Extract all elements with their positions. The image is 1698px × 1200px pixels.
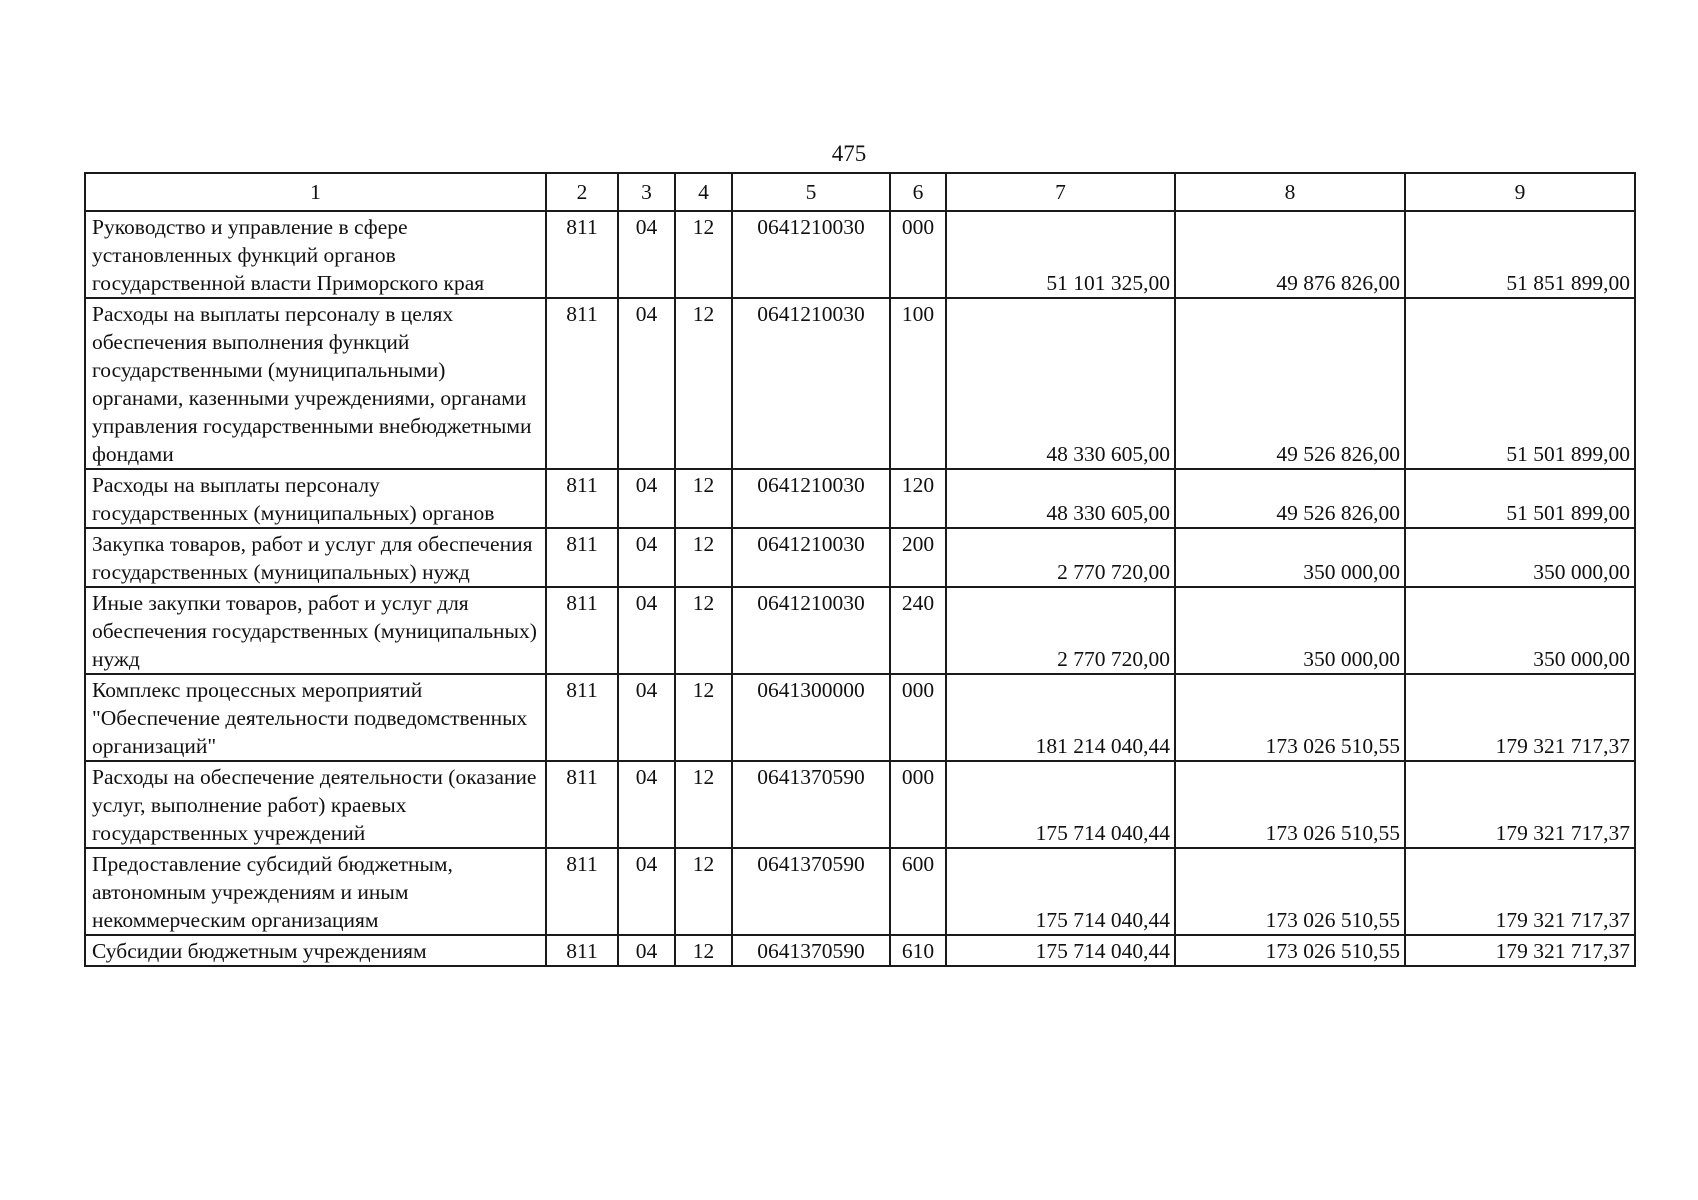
row-code-3: 04 [618, 211, 675, 298]
row-code-2: 811 [546, 674, 618, 761]
row-code-4: 12 [675, 298, 732, 469]
row-amount-9: 51 851 899,00 [1405, 211, 1635, 298]
row-code-6: 200 [890, 528, 946, 587]
col-header-5: 5 [732, 173, 890, 211]
row-code-3: 04 [618, 298, 675, 469]
row-amount-7: 181 214 040,44 [946, 674, 1175, 761]
row-code-3: 04 [618, 935, 675, 966]
row-amount-9: 179 321 717,37 [1405, 935, 1635, 966]
row-name: Руководство и управление в сфере установленных функций органов государственной власти Приморского края [85, 211, 546, 298]
col-header-3: 3 [618, 173, 675, 211]
row-code-5: 0641370590 [732, 848, 890, 935]
row-amount-8: 49 526 826,00 [1175, 469, 1405, 528]
row-code-2: 811 [546, 298, 618, 469]
row-name: Расходы на выплаты персоналу государственных (муниципальных) органов [85, 469, 546, 528]
row-code-5: 0641300000 [732, 674, 890, 761]
row-amount-7: 2 770 720,00 [946, 528, 1175, 587]
row-amount-8: 350 000,00 [1175, 587, 1405, 674]
row-code-3: 04 [618, 469, 675, 528]
row-name: Расходы на обеспечение деятельности (оказание услуг, выполнение работ) краевых государственных учреждений [85, 761, 546, 848]
row-name: Расходы на выплаты персоналу в целях обеспечения выполнения функций государственными (муниципальными) органами, казенными учреждениями, органами управления государственными внебюджетными фондами [85, 298, 546, 469]
row-code-4: 12 [675, 935, 732, 966]
row-name: Предоставление субсидий бюджетным, автономным учреждениям и иным некоммерческим организациям [85, 848, 546, 935]
row-amount-9: 179 321 717,37 [1405, 761, 1635, 848]
table-row [85, 674, 1635, 761]
row-code-2: 811 [546, 528, 618, 587]
row-code-5: 0641210030 [732, 298, 890, 469]
col-header-9: 9 [1405, 173, 1635, 211]
page-number: 475 [831, 141, 867, 166]
row-code-5: 0641210030 [732, 469, 890, 528]
row-code-5: 0641210030 [732, 587, 890, 674]
row-code-6: 600 [890, 848, 946, 935]
row-code-5: 0641210030 [732, 528, 890, 587]
row-code-6: 240 [890, 587, 946, 674]
row-code-2: 811 [546, 761, 618, 848]
row-code-5: 0641370590 [732, 761, 890, 848]
row-code-5: 0641210030 [732, 211, 890, 298]
row-amount-7: 51 101 325,00 [946, 211, 1175, 298]
row-code-2: 811 [546, 469, 618, 528]
row-amount-9: 51 501 899,00 [1405, 298, 1635, 469]
table-row [85, 298, 1635, 469]
row-name: Иные закупки товаров, работ и услуг для обеспечения государственных (муниципальных) нужд [85, 587, 546, 674]
table-row [85, 528, 1635, 587]
header-row [85, 173, 1635, 211]
row-amount-8: 173 026 510,55 [1175, 674, 1405, 761]
table-row [85, 469, 1635, 528]
row-amount-8: 350 000,00 [1175, 528, 1405, 587]
table-row [85, 211, 1635, 298]
row-code-4: 12 [675, 528, 732, 587]
row-code-4: 12 [675, 761, 732, 848]
row-name: Субсидии бюджетным учреждениям [85, 935, 546, 966]
row-code-2: 811 [546, 211, 618, 298]
col-header-2: 2 [546, 173, 618, 211]
row-amount-7: 175 714 040,44 [946, 761, 1175, 848]
row-code-2: 811 [546, 848, 618, 935]
row-amount-7: 2 770 720,00 [946, 587, 1175, 674]
row-code-3: 04 [618, 587, 675, 674]
row-amount-8: 173 026 510,55 [1175, 761, 1405, 848]
row-code-6: 610 [890, 935, 946, 966]
row-amount-7: 175 714 040,44 [946, 848, 1175, 935]
row-code-5: 0641370590 [732, 935, 890, 966]
row-code-6: 120 [890, 469, 946, 528]
row-amount-8: 49 876 826,00 [1175, 211, 1405, 298]
row-amount-7: 48 330 605,00 [946, 298, 1175, 469]
row-amount-7: 175 714 040,44 [946, 935, 1175, 966]
row-name: Закупка товаров, работ и услуг для обеспечения государственных (муниципальных) нужд [85, 528, 546, 587]
row-code-2: 811 [546, 587, 618, 674]
row-amount-8: 173 026 510,55 [1175, 848, 1405, 935]
budget-table [84, 172, 1636, 967]
col-header-7: 7 [946, 173, 1175, 211]
table-row [85, 935, 1635, 966]
row-code-4: 12 [675, 469, 732, 528]
row-code-3: 04 [618, 674, 675, 761]
row-amount-9: 350 000,00 [1405, 587, 1635, 674]
row-code-4: 12 [675, 587, 732, 674]
row-amount-7: 48 330 605,00 [946, 469, 1175, 528]
table-row [85, 761, 1635, 848]
row-name: Комплекс процессных мероприятий "Обеспечение деятельности подведомственных организаций" [85, 674, 546, 761]
row-amount-8: 49 526 826,00 [1175, 298, 1405, 469]
row-code-4: 12 [675, 848, 732, 935]
row-code-4: 12 [675, 674, 732, 761]
row-code-3: 04 [618, 848, 675, 935]
col-header-8: 8 [1175, 173, 1405, 211]
table-row [85, 848, 1635, 935]
row-code-6: 000 [890, 674, 946, 761]
row-amount-9: 179 321 717,37 [1405, 848, 1635, 935]
row-code-4: 12 [675, 211, 732, 298]
col-header-6: 6 [890, 173, 946, 211]
row-code-6: 000 [890, 761, 946, 848]
row-amount-9: 179 321 717,37 [1405, 674, 1635, 761]
row-code-6: 000 [890, 211, 946, 298]
col-header-4: 4 [675, 173, 732, 211]
col-header-1: 1 [85, 173, 546, 211]
row-code-2: 811 [546, 935, 618, 966]
table-row [85, 587, 1635, 674]
row-code-3: 04 [618, 761, 675, 848]
row-amount-8: 173 026 510,55 [1175, 935, 1405, 966]
row-amount-9: 51 501 899,00 [1405, 469, 1635, 528]
row-code-6: 100 [890, 298, 946, 469]
row-amount-9: 350 000,00 [1405, 528, 1635, 587]
row-code-3: 04 [618, 528, 675, 587]
